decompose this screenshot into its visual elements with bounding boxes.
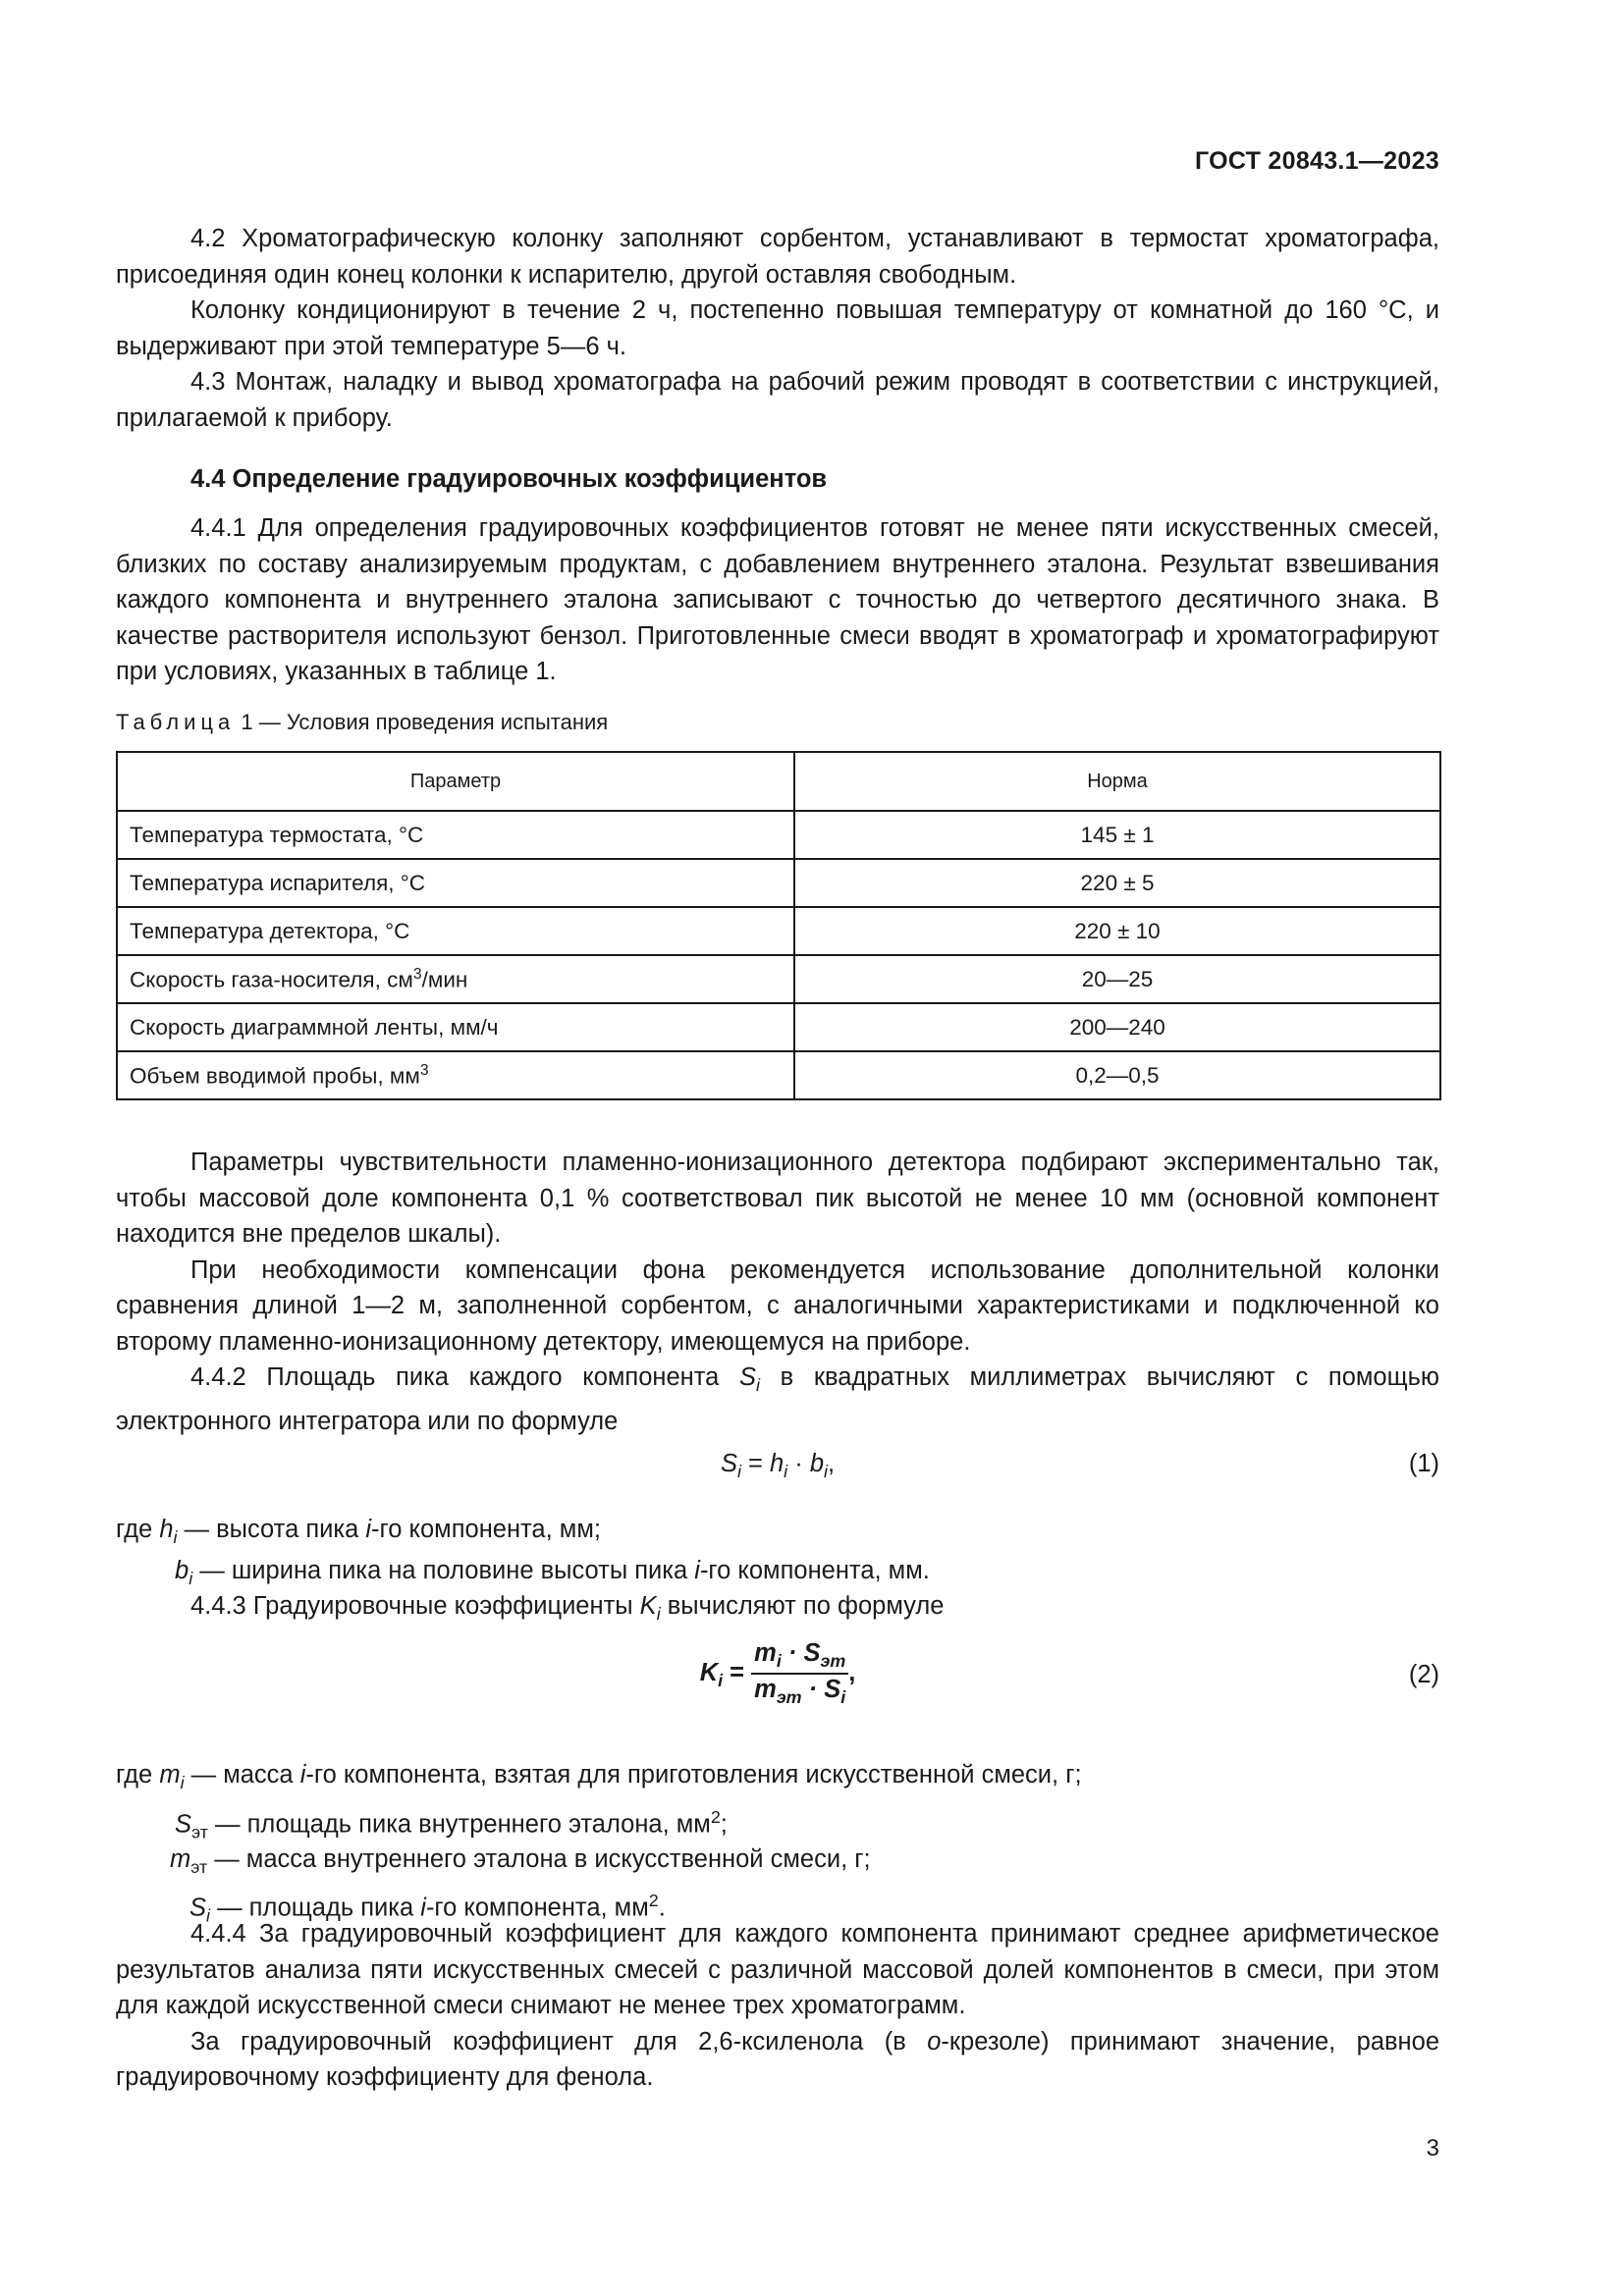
where-h: где $h_i$ — высота пика i-го компонента, мм; <box>116 1516 601 1548</box>
section-4-4-3 <box>116 1588 1439 1632</box>
paragraph-sensitivity: Параметры чувствительности пламенно-ионизационного детектора подбирают экспериментально так, чтобы массовой доле компонента 0,1 % соответствовал пик высотой не менее 10 мм (основной компонент находится вне пределов шкалы). <box>116 1148 1439 1248</box>
cell-parameter: Температура детектора, °С <box>117 907 794 955</box>
table-caption <box>116 710 608 735</box>
cell-parameter: Температура испарителя, °С <box>117 859 794 907</box>
paragraph-4-4-3: 4.4.3 Градуировочные коэффициенты $K_i$ вычисляют по формуле <box>190 1592 945 1625</box>
where-m: где $m_i$ — масса i-го компонента, взятая для приготовления искусственной смеси, г; <box>116 1761 1082 1793</box>
formula-2-fraction: $\frac{m_i \cdot S_{эт}}{m_{эт} \cdot S_i}$ <box>751 1639 848 1708</box>
where-s-i: $S_i$ — площадь пика i-го компонента, $мм^2$. <box>189 1891 666 1926</box>
conditions-table <box>116 751 1441 1100</box>
page-number: 3 <box>1426 2135 1439 2162</box>
paragraph-4-4-4: 4.4.4 За градуировочный коэффициент для каждого компонента принимают среднее арифметическое результатов анализа пяти искусственных смесей с различной массовой долей компонентов в смеси, при этом для каждой искусственной смеси снимают не менее трех хроматограмм. <box>116 1920 1439 2019</box>
table-caption-word: Таблица <box>116 710 236 734</box>
cell-norm: 220 ± 10 <box>794 907 1440 955</box>
formula-2-expression: $K_i$ = $\frac{m_i \cdot S_{эт}}{m_{эт} \cdot S_i}$ , <box>699 1639 856 1708</box>
header-norm: Норма <box>794 752 1440 811</box>
paragraph-conditioning: Колонку кондиционируют в течение 2 ч, постепенно повышая температуру от комнатной до 160 °С, и выдерживают при этой температуре 5—6 ч. <box>116 296 1439 360</box>
paragraph-xylenol: За градуировочный коэффициент для 2,6-ксиленола (в о-крезоле) принимают значение, равное градуировочному коэффициенту для фенола. <box>116 2027 1439 2091</box>
section-4-4 <box>116 461 1439 498</box>
table-row <box>117 1003 1440 1051</box>
cell-norm: 220 ± 5 <box>794 859 1440 907</box>
cell-parameter: Скорость газа-носителя, $см^3$/мин <box>117 955 794 1003</box>
after-table-text <box>116 1145 1439 1439</box>
table-row <box>117 907 1440 955</box>
formula-2-number: (2) <box>1408 1661 1439 1688</box>
formula-1-number: (1) <box>1408 1450 1439 1477</box>
paragraph-background: При необходимости компенсации фона рекомендуется использование дополнительной колонки сравнения длиной 1—2 м, заполненной сорбентом, с аналогичными характеристиками и подключенной ко второму пламенно-ионизационному детектору, имеющемуся на приборе. <box>116 1255 1439 1356</box>
cell-parameter: Скорость диаграммной ленты, мм/ч <box>117 1003 794 1051</box>
cell-norm: 200—240 <box>794 1003 1440 1051</box>
table-row <box>117 955 1440 1003</box>
section-4-4-4 <box>116 1916 1439 2096</box>
table-row <box>117 811 1440 859</box>
formula-1-expression: $S_i = h_i \cdot b_i$, <box>720 1450 836 1482</box>
header-parameter: Параметр <box>117 752 794 811</box>
paragraph-4-2: 4.2 Хроматографическую колонку заполняют сорбентом, устанавливают в термостат хроматографа, присоединяя один конец колонки к испарителю, другой оставляя свободным. <box>116 225 1439 289</box>
table-row <box>117 1051 1440 1099</box>
table-caption-text: 1 — Условия проведения испытания <box>241 710 609 734</box>
cell-norm: 145 ± 1 <box>794 811 1440 859</box>
cell-norm: 20—25 <box>794 955 1440 1003</box>
where-m-et: $m_{эт}$ — масса внутреннего эталона в искусственной смеси, г; <box>170 1845 871 1878</box>
cell-norm: 0,2—0,5 <box>794 1051 1440 1099</box>
formula-2 <box>116 1639 1439 1728</box>
document-id-header: ГОСТ 20843.1—2023 <box>1194 147 1439 175</box>
table-row <box>117 859 1440 907</box>
paragraph-4-3: 4.3 Монтаж, наладку и вывод хроматографа на рабочий режим проводят в соответствии с инструкцией, прилагаемой к прибору. <box>116 368 1439 432</box>
document-page <box>116 0 1439 2296</box>
paragraph-4-4-1: 4.4.1 Для определения градуировочных коэффициентов готовят не менее пяти искусственных смесей, близких по составу анализируемым продуктам, с добавлением внутреннего эталона. Результат взвешивания каждого компонента и внутреннего эталона записывают с точностью до четвертого десятичного знака. В качестве растворителя используют бензол. Приготовленные смеси вводят в хроматограф и хроматографируют при условиях, указанных в таблице 1. <box>116 514 1439 685</box>
table-header-row <box>117 752 1440 811</box>
where-s-et: $S_{эт}$ — площадь пика внутреннего эталона, $мм^2$; <box>175 1807 728 1842</box>
where-b: $b_i$ — ширина пика на половине высоты пика i-го компонента, мм. <box>175 1557 930 1589</box>
cell-parameter: Объем вводимой пробы, $мм^3$ <box>117 1051 794 1099</box>
section-4-2 <box>116 221 1439 436</box>
section-4-4-1 <box>116 510 1439 690</box>
cell-parameter: Температура термостата, °С <box>117 811 794 859</box>
section-4-4-title: 4.4 Определение градуировочных коэффициентов <box>190 465 828 493</box>
paragraph-4-4-2: 4.4.2 Площадь пика каждого компонента $S_i$ в квадратных миллиметрах вычисляют с помощью электронного интегратора или по формуле <box>116 1363 1439 1435</box>
